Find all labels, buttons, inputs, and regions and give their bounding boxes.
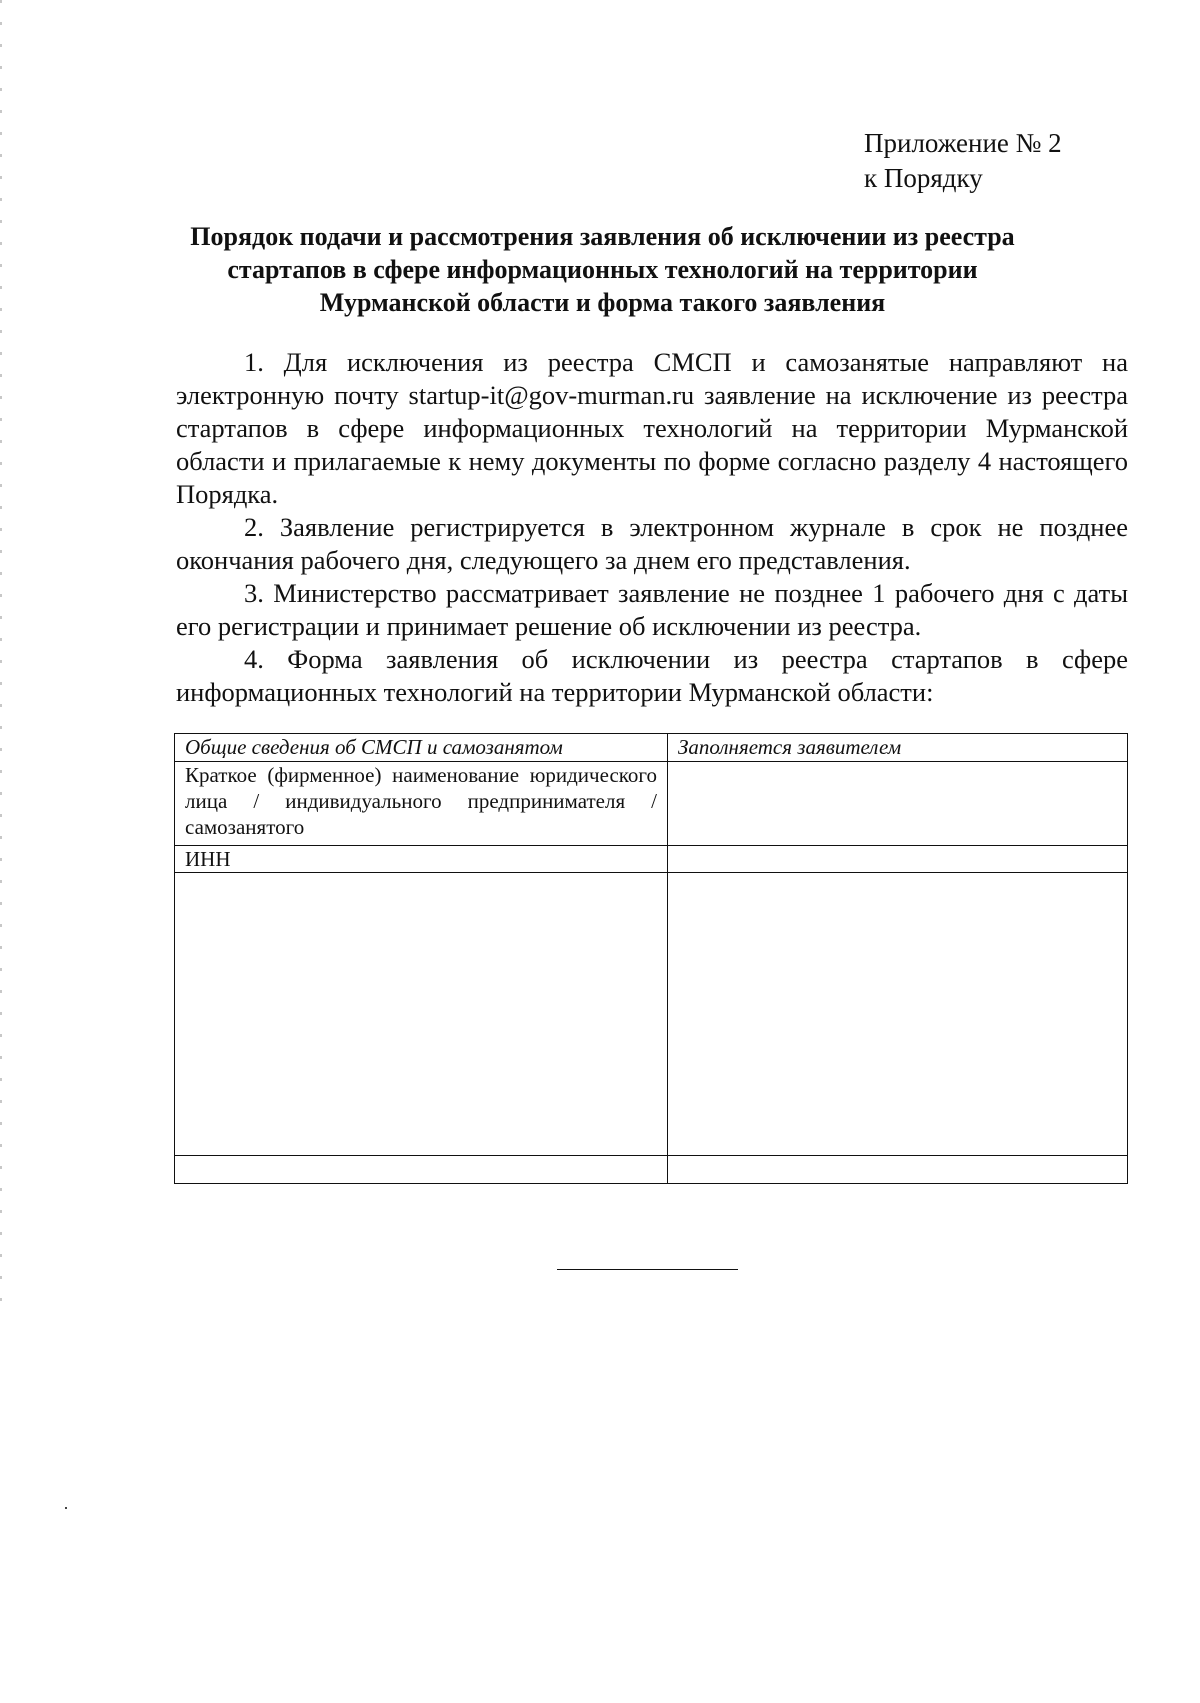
paragraph-3: 3. Министерство рассматривает заявление не позднее 1 рабочего дня с даты его регистрации и принимает решение об исключении из реестра.	[176, 578, 1128, 641]
appendix-line-2: к Порядку	[864, 163, 983, 193]
appendix-line-1: Приложение № 2	[864, 128, 1062, 158]
row-label-inn: ИНН	[175, 846, 668, 873]
row-value-company-name[interactable]	[668, 762, 1128, 846]
paragraph-2: 2. Заявление регистрируется в электронном журнале в срок не позднее окончания рабочего дня, следующего за днем его представления.	[176, 512, 1128, 575]
document-body	[176, 346, 1128, 709]
table-row	[175, 846, 1128, 873]
row-value-blank[interactable]	[668, 873, 1128, 1156]
closing-rule-divider	[557, 1269, 738, 1270]
title-line-3: Мурманской области и форма такого заявления	[319, 288, 886, 317]
row-label-blank	[175, 1156, 668, 1184]
application-form-table	[174, 733, 1128, 1184]
header-filled-by-applicant: Заполняется заявителем	[668, 734, 1128, 762]
table-row	[175, 762, 1128, 846]
document-title	[150, 220, 1055, 319]
title-line-2: стартапов в сфере информационных технологий на территории	[227, 255, 978, 284]
row-label-company-name: Краткое (фирменное) наименование юридического лица / индивидуального предпринимателя / самозанятого	[175, 762, 668, 846]
table-header-row	[175, 734, 1128, 762]
paragraph-1: 1. Для исключения из реестра СМСП и самозанятые направляют на электронную почту startup-it@gov-murman.ru заявление на исключение из реестра стартапов в сфере информационных технологий на территории Мурманской области и прилагаемые к нему документы по форме согласно разделу 4 настоящего Порядка.	[176, 347, 1128, 509]
scan-speck	[65, 1507, 67, 1509]
row-value-inn[interactable]	[668, 846, 1128, 873]
header-general-info: Общие сведения об СМСП и самозанятом	[175, 734, 668, 762]
scan-edge-artifact	[0, 0, 2, 1310]
title-line-1: Порядок подачи и рассмотрения заявления об исключении из реестра	[190, 222, 1015, 251]
table-row	[175, 1156, 1128, 1184]
paragraph-4: 4. Форма заявления об исключении из реестра стартапов в сфере информационных технологий на территории Мурманской области:	[176, 644, 1128, 707]
row-value-blank[interactable]	[668, 1156, 1128, 1184]
row-label-blank	[175, 873, 668, 1156]
appendix-label	[864, 126, 1062, 196]
table-row	[175, 873, 1128, 1156]
